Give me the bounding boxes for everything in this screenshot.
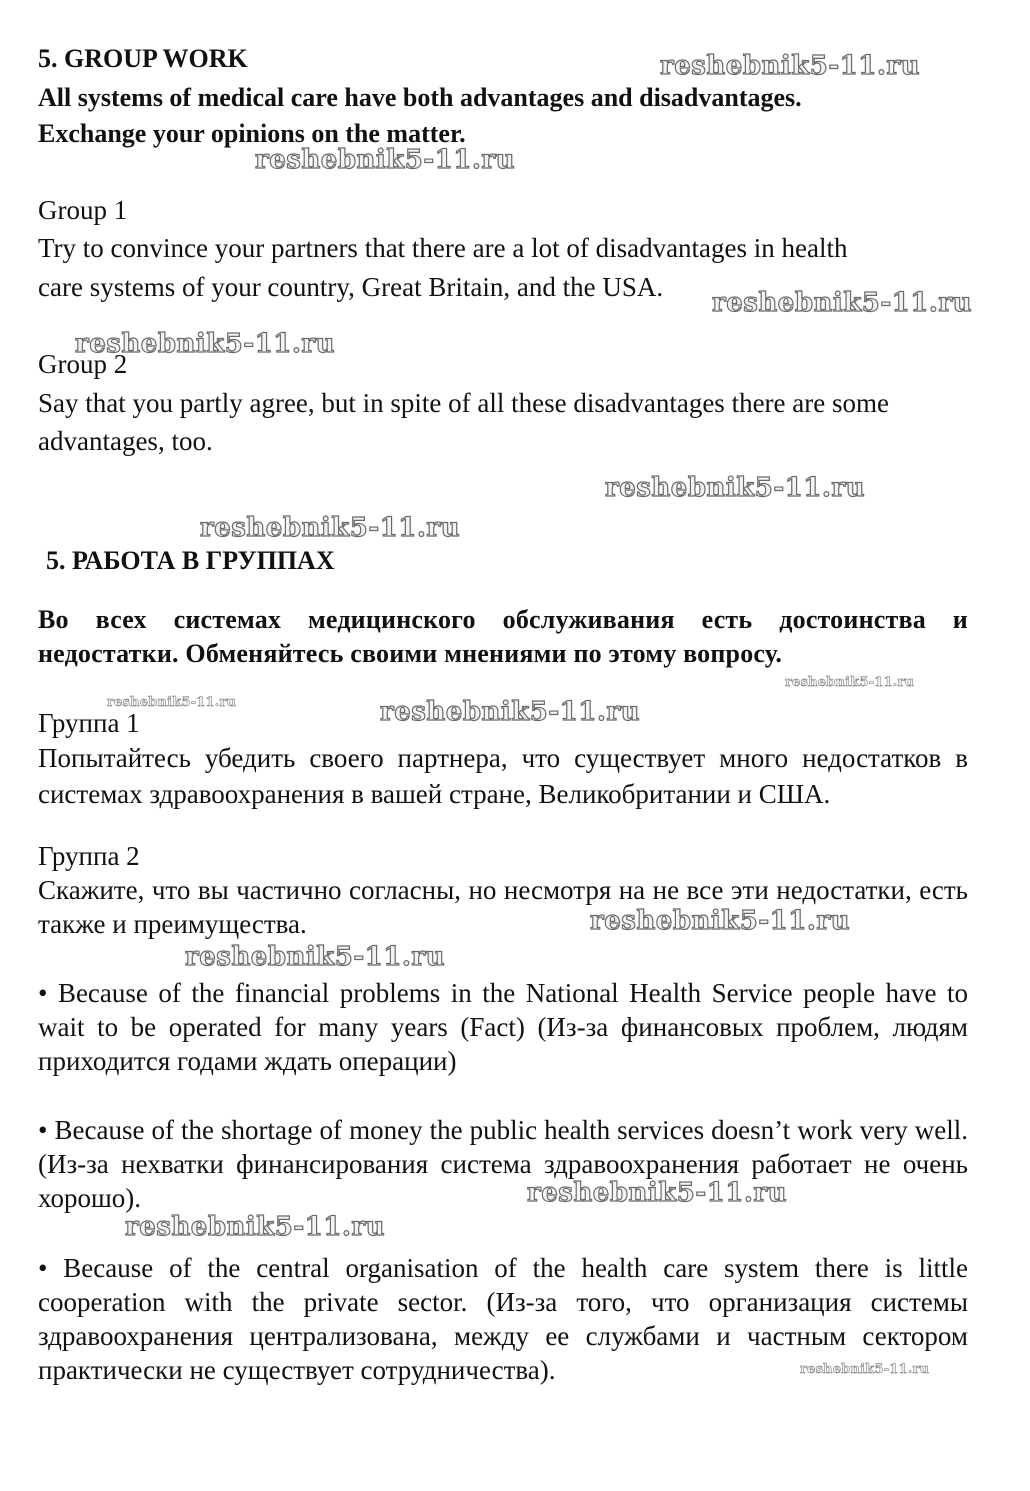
watermark: reshebnik5-11.ru (785, 675, 915, 690)
english-task-line-2: Exchange your opinions on the matter. (38, 119, 466, 148)
russian-task: Во всех системах медицинского обслуживания есть достоинства и недостатки. Обменяйтесь своими мнениями по этому вопросу. (38, 605, 968, 668)
watermark: reshebnik5-11.ru (185, 942, 446, 972)
watermark: reshebnik5-11.ru (660, 51, 921, 81)
english-group2-line-1: Say that you partly agree, but in spite of all these disadvantages there are some (38, 388, 889, 418)
bullet-item: • Because of the central organisation of the health care system there is little cooperation with the private sector. (Из-за того, что организация системы здравоохранения централизована, между ее службами и частным сектором практически не существует сотрудничества). (38, 1253, 968, 1385)
russian-group2-text: Скажите, что вы частично согласны, но несмотря на не все эти недостатки, есть также и преимущества. (38, 875, 968, 939)
watermark: reshebnik5-11.ru (800, 1362, 930, 1377)
watermark: reshebnik5-11.ru (380, 697, 641, 727)
watermark: reshebnik5-11.ru (590, 906, 851, 936)
russian-group2-label: Группа 2 (38, 841, 140, 871)
watermark: reshebnik5-11.ru (527, 1178, 788, 1208)
watermark: reshebnik5-11.ru (605, 473, 866, 503)
english-heading: 5. GROUP WORK (38, 44, 248, 73)
bullet-item: • Because of the financial problems in the National Health Service people have to wait to be operated for many years (Fact) (Из-за финансовых проблем, людям приходится годами ждать операции) (38, 978, 968, 1076)
russian-heading: 5. РАБОТА В ГРУППАХ (46, 546, 335, 575)
english-task-line-1: All systems of medical care have both advantages and disadvantages. (38, 83, 802, 112)
watermark: reshebnik5-11.ru (125, 1212, 386, 1242)
watermark: reshebnik5-11.ru (255, 145, 516, 175)
watermark: reshebnik5-11.ru (107, 695, 237, 710)
russian-group1-text: Попытайтесь убедить своего партнера, что существует много недостатков в системах здравоохранения в вашей стране, Великобритании и США. (38, 743, 968, 809)
bullet-item: • Because of the shortage of money the public health services doesn’t work very well. (Из-за нехватки финансирования система здравоохранения работает не очень хорошо). (38, 1115, 968, 1213)
english-group2-label: Group 2 (38, 349, 128, 379)
english-group1-line-1: Try to convince your partners that there are a lot of disadvantages in health (38, 233, 848, 263)
english-group1-label: Group 1 (38, 195, 128, 225)
english-group1-line-2: care systems of your country, Great Britain, and the USA. (38, 272, 664, 302)
english-group2-line-2: advantages, too. (38, 426, 213, 456)
watermark: reshebnik5-11.ru (200, 513, 461, 543)
russian-group1-label: Группа 1 (38, 708, 140, 738)
watermark: reshebnik5-11.ru (75, 329, 336, 359)
watermark: reshebnik5-11.ru (712, 288, 973, 318)
